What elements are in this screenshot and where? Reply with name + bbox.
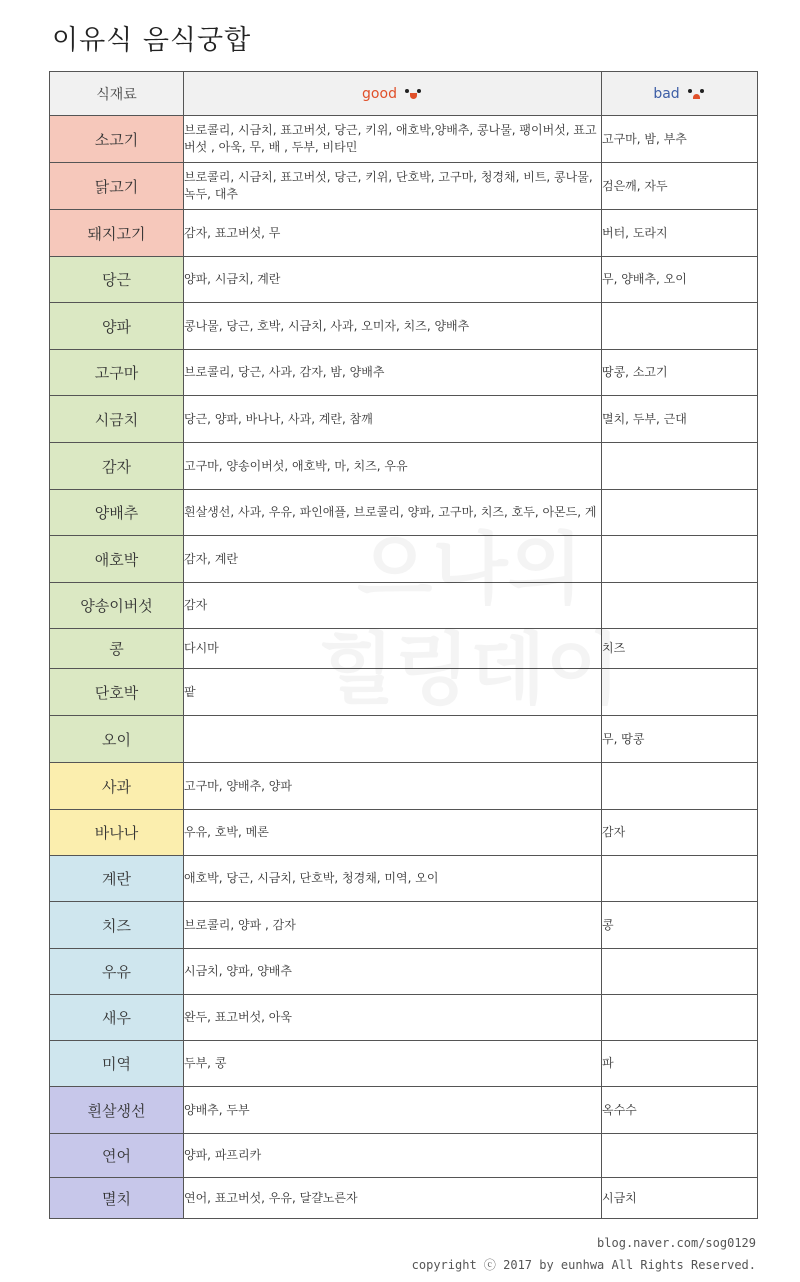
footer-blog: blog.naver.com/sog0129 xyxy=(597,1236,756,1250)
ingredient-cell: 닭고기 xyxy=(50,163,184,210)
bad-pairing-cell xyxy=(602,536,758,583)
table-row xyxy=(50,163,758,210)
bad-pairing-cell: 옥수수 xyxy=(602,1087,758,1134)
good-pairing-cell: 팥 xyxy=(184,669,602,716)
ingredient-cell: 치즈 xyxy=(50,902,184,949)
good-pairing-cell: 양배추, 두부 xyxy=(184,1087,602,1134)
good-pairing-cell: 감자, 표고버섯, 무 xyxy=(184,210,602,257)
bad-pairing-cell: 콩 xyxy=(602,902,758,949)
ingredient-cell: 양배추 xyxy=(50,490,184,536)
good-pairing-cell: 당근, 양파, 바나나, 사과, 계란, 참깨 xyxy=(184,396,602,443)
bad-pairing-cell: 무, 땅콩 xyxy=(602,716,758,763)
good-pairing-cell: 브로콜리, 당근, 사과, 감자, 밤, 양배추 xyxy=(184,350,602,396)
ingredient-cell: 미역 xyxy=(50,1041,184,1087)
ingredient-cell: 양송이버섯 xyxy=(50,583,184,629)
table-row xyxy=(50,490,758,536)
header-ingredient xyxy=(50,72,184,116)
good-pairing-cell: 완두, 표고버섯, 아욱 xyxy=(184,995,602,1041)
table-row xyxy=(50,583,758,629)
smiley-face-icon xyxy=(403,88,423,100)
bad-pairing-cell: 검은깨, 자두 xyxy=(602,163,758,210)
table-row xyxy=(50,536,758,583)
bad-pairing-cell: 감자 xyxy=(602,810,758,856)
bad-pairing-cell: 시금치 xyxy=(602,1178,758,1219)
bad-pairing-cell: 무, 양배추, 오이 xyxy=(602,257,758,303)
table-row xyxy=(50,716,758,763)
good-pairing-cell: 콩나물, 당근, 호박, 시금치, 사과, 오미자, 치즈, 양배추 xyxy=(184,303,602,350)
bad-pairing-cell xyxy=(602,763,758,810)
bad-pairing-cell xyxy=(602,303,758,350)
bad-pairing-cell: 땅콩, 소고기 xyxy=(602,350,758,396)
ingredient-cell: 고구마 xyxy=(50,350,184,396)
ingredient-cell: 애호박 xyxy=(50,536,184,583)
table-row xyxy=(50,763,758,810)
good-pairing-cell: 감자, 계란 xyxy=(184,536,602,583)
good-pairing-cell: 브로콜리, 시금치, 표고버섯, 당근, 키위, 애호박,양배추, 콩나물, 팽이버섯, 표고버섯 , 아욱, 무, 배 , 두부, 비타민 xyxy=(184,116,602,163)
table-row xyxy=(50,902,758,949)
good-pairing-cell: 양파, 파프리카 xyxy=(184,1134,602,1178)
bad-pairing-cell xyxy=(602,1134,758,1178)
table-row xyxy=(50,443,758,490)
table-row xyxy=(50,1087,758,1134)
ingredient-cell: 오이 xyxy=(50,716,184,763)
header-bad-label: bad xyxy=(653,85,680,102)
good-pairing-cell: 감자 xyxy=(184,583,602,629)
ingredient-cell: 당근 xyxy=(50,257,184,303)
table-row xyxy=(50,210,758,257)
bad-pairing-cell: 고구마, 밤, 부추 xyxy=(602,116,758,163)
footer-copyright: copyright ⓒ 2017 by eunhwa All Rights Reserved. xyxy=(411,1258,756,1272)
good-pairing-cell: 다시마 xyxy=(184,629,602,669)
bad-pairing-cell xyxy=(602,949,758,995)
table-row xyxy=(50,629,758,669)
frown-face-icon xyxy=(686,88,706,100)
footer xyxy=(412,1232,756,1276)
ingredient-cell: 콩 xyxy=(50,629,184,669)
good-pairing-cell: 흰살생선, 사과, 우유, 파인애플, 브로콜리, 양파, 고구마, 치즈, 호두, 아몬드, 게 xyxy=(184,490,602,536)
table-row xyxy=(50,116,758,163)
table-header-row xyxy=(50,72,758,116)
ingredient-cell: 소고기 xyxy=(50,116,184,163)
bad-pairing-cell xyxy=(602,490,758,536)
good-pairing-cell: 시금치, 양파, 양배추 xyxy=(184,949,602,995)
bad-pairing-cell: 치즈 xyxy=(602,629,758,669)
page-title: 이유식 음식궁합 xyxy=(52,25,252,56)
ingredient-cell: 시금치 xyxy=(50,396,184,443)
table-row xyxy=(50,396,758,443)
header-good xyxy=(184,72,602,116)
good-pairing-cell: 우유, 호박, 메론 xyxy=(184,810,602,856)
food-pairing-table xyxy=(49,71,758,1219)
table-row xyxy=(50,949,758,995)
bad-pairing-cell xyxy=(602,443,758,490)
header-bad xyxy=(602,72,758,116)
ingredient-cell: 사과 xyxy=(50,763,184,810)
bad-pairing-cell: 멸치, 두부, 근대 xyxy=(602,396,758,443)
ingredient-cell: 멸치 xyxy=(50,1178,184,1219)
table-row xyxy=(50,995,758,1041)
table-row xyxy=(50,810,758,856)
bad-pairing-cell xyxy=(602,856,758,902)
table-row xyxy=(50,669,758,716)
ingredient-cell: 감자 xyxy=(50,443,184,490)
ingredient-cell: 돼지고기 xyxy=(50,210,184,257)
table-row xyxy=(50,350,758,396)
good-pairing-cell xyxy=(184,716,602,763)
bad-pairing-cell: 파 xyxy=(602,1041,758,1087)
ingredient-cell: 흰살생선 xyxy=(50,1087,184,1134)
bad-pairing-cell xyxy=(602,669,758,716)
ingredient-cell: 우유 xyxy=(50,949,184,995)
table-row xyxy=(50,1134,758,1178)
ingredient-cell: 연어 xyxy=(50,1134,184,1178)
header-ingredient-label: 식재료 xyxy=(96,86,137,103)
good-pairing-cell: 두부, 콩 xyxy=(184,1041,602,1087)
table-row xyxy=(50,856,758,902)
ingredient-cell: 양파 xyxy=(50,303,184,350)
header-good-label: good xyxy=(362,85,397,102)
ingredient-cell: 새우 xyxy=(50,995,184,1041)
table-row xyxy=(50,303,758,350)
bad-pairing-cell xyxy=(602,583,758,629)
good-pairing-cell: 브로콜리, 양파 , 감자 xyxy=(184,902,602,949)
bad-pairing-cell xyxy=(602,995,758,1041)
table-row xyxy=(50,1041,758,1087)
ingredient-cell: 계란 xyxy=(50,856,184,902)
table-row xyxy=(50,1178,758,1219)
good-pairing-cell: 양파, 시금치, 계란 xyxy=(184,257,602,303)
good-pairing-cell: 브로콜리, 시금치, 표고버섯, 당근, 키위, 단호박, 고구마, 청경채, 비트, 콩나물, 녹두, 대추 xyxy=(184,163,602,210)
good-pairing-cell: 고구마, 양송이버섯, 애호박, 마, 치즈, 우유 xyxy=(184,443,602,490)
ingredient-cell: 바나나 xyxy=(50,810,184,856)
good-pairing-cell: 애호박, 당근, 시금치, 단호박, 청경채, 미역, 오이 xyxy=(184,856,602,902)
good-pairing-cell: 연어, 표고버섯, 우유, 달걀노른자 xyxy=(184,1178,602,1219)
table-row xyxy=(50,257,758,303)
good-pairing-cell: 고구마, 양배추, 양파 xyxy=(184,763,602,810)
bad-pairing-cell: 버터, 도라지 xyxy=(602,210,758,257)
ingredient-cell: 단호박 xyxy=(50,669,184,716)
